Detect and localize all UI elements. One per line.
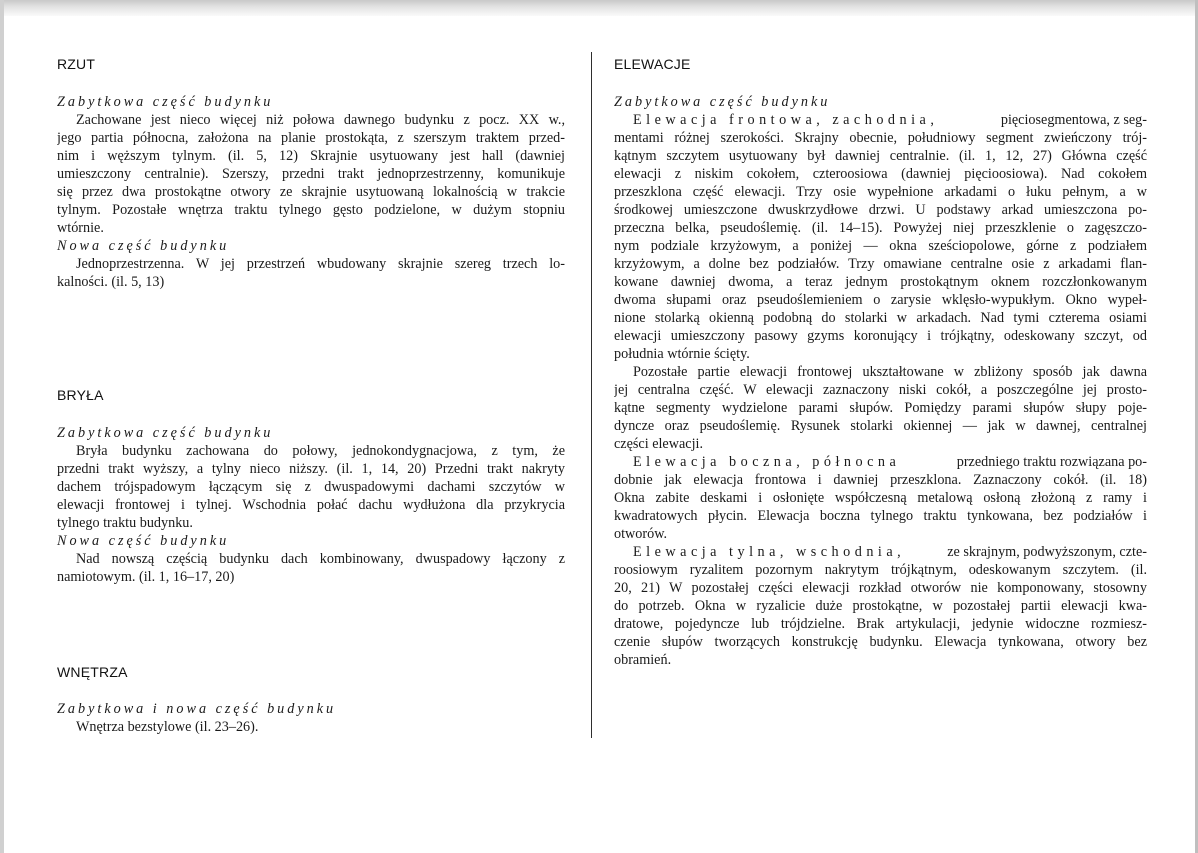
- paragraph: [57, 255, 565, 291]
- section-heading-wnetrza: WNĘTRZA: [57, 664, 128, 680]
- lead-phrase: Elewacja tylna, wschodnia,: [633, 544, 906, 560]
- text-line: Wnętrza bezstylowe (il. 23–26).: [76, 719, 259, 735]
- subheading-zabytkowa: Zabytkowa część budynku: [57, 94, 274, 110]
- lead-continuation: ze skrajnym, podwyższonym, czte-: [947, 544, 1147, 560]
- text-line: [614, 453, 1147, 471]
- paragraph: [614, 453, 1147, 543]
- text-line: dobnie jak elewacja frontowa i dawniej przeszklona. Zaznaczony cokół. (il. 18): [614, 472, 1147, 488]
- text-line: Nad nowszą częścią budynku dach kombinowany, dwuspadowy łączony z: [76, 551, 565, 567]
- paragraph: [614, 363, 1147, 453]
- text-line: elewacji z niskim cokołem, czteroosiowa (dawniej pięcioosiowa). Nad cokołem: [614, 166, 1147, 182]
- text-line: dyncze oraz pseudoślemię. Rysunek stolarki okiennej — jak w dawnej, centralnej: [614, 418, 1147, 434]
- text-line: do potrzeb. Okna w ryzalicie duże prostokątne, w pozostałej partii elewacji kwa-: [614, 598, 1147, 614]
- paragraph: [57, 550, 565, 586]
- text-line: jej centralna część. W elewacji zaznaczony niski cokół, a poszczególne jej prosto-: [614, 382, 1147, 398]
- section-heading-bryla: BRYŁA: [57, 387, 104, 403]
- text-line: kątne segmenty wydzielone parami słupów. Pomiędzy parami słupów słupy poje-: [614, 400, 1147, 416]
- text-line: południa wtórnie ścięty.: [614, 346, 750, 362]
- text-line: środkowej umieszczone dwuskrzydłowe drzwi. U podstawy arkad umieszczona po-: [614, 202, 1147, 218]
- lead-continuation: przedniego traktu rozwiązana po-: [956, 454, 1147, 470]
- text-line: namiotowym. (il. 1, 16–17, 20): [57, 569, 235, 585]
- text-line: mentami różnej szerokości. Skrajny obecnie, południowy segment zwieńczony trój-: [614, 130, 1147, 146]
- text-line: nym podziale krzyżowym, a poniżej — okna sześciopolowe, górne z podziałem: [614, 238, 1147, 254]
- lead-continuation: pięciosegmentowa, z seg-: [1000, 112, 1147, 128]
- text-line: przedni trakt wyższy, a tylny nieco niższy. (il. 1, 14, 20) Przedni trakt nakryty: [57, 461, 565, 477]
- text-line: otworów.: [614, 526, 668, 542]
- text-line: [614, 543, 1147, 561]
- text-line: dratowe, pojedyncze lub trójdzielne. Brak artykulacji, jedynie widoczne rozmiesz-: [614, 616, 1147, 632]
- paragraph: [57, 718, 565, 736]
- text-line: nim i węższym tylnym. (il. 5, 12) Skrajnie usytuowany jest hall (dawniej: [57, 148, 565, 164]
- text-line: dwoma słupami oraz pseudoślemieniem o zarysie wklęsło-wypukłym. Okno wypeł-: [614, 292, 1147, 308]
- paragraph: [57, 442, 565, 532]
- text-line: [614, 111, 1147, 129]
- text-line: kowane dawniej dwoma, a teraz jednym prostokątnym oknem rozczłonkowanym: [614, 274, 1147, 290]
- text-line: Okna zabite deskami i osłonięte współczesną metalową osłoną złożoną z ramy i: [614, 490, 1147, 506]
- paragraph: [614, 543, 1147, 669]
- text-line: elewacji umieszczony pasowy gzyms koronujący i trójkątny, odeskowany szczyt, od: [614, 328, 1147, 344]
- text-line: Jednoprzestrzenna. W jej przestrzeń wbudowany skrajnie szereg trzech lo-: [76, 256, 565, 272]
- section-heading-elewacje: ELEWACJE: [614, 56, 691, 72]
- text-line: kalności. (il. 5, 13): [57, 274, 165, 290]
- paragraph: [614, 111, 1147, 363]
- text-line: jego partia północna, założona na planie prostokąta, z szerszym traktem przed-: [57, 130, 565, 146]
- section-bryla-body: [57, 424, 565, 586]
- text-line: 20, 21) W pozostałej części elewacji rozkład otworów nie komponowany, stosowny: [614, 580, 1147, 596]
- subheading-nowa: Nowa część budynku: [57, 238, 230, 254]
- section-rzut-body: [57, 93, 565, 291]
- subheading-zabytkowa-i-nowa: Zabytkowa i nowa część budynku: [57, 701, 337, 717]
- text-line: czenie słupów tworzących konstrukcję budynku. Elewacja tynkowana, otwory bez: [614, 634, 1147, 650]
- paragraph: [57, 111, 565, 237]
- column-divider: [591, 52, 592, 738]
- lead-phrase: Elewacja frontowa, zachodnia,: [633, 112, 939, 128]
- text-line: Zachowane jest nieco więcej niż połowa dawnego budynku z pocz. XX w.,: [76, 112, 565, 128]
- subheading-zabytkowa: Zabytkowa część budynku: [614, 94, 831, 110]
- text-line: kwadratowych płycin. Elewacja boczna tylnego traktu tynkowana, bez podziałów i: [614, 508, 1147, 524]
- subheading-zabytkowa: Zabytkowa część budynku: [57, 425, 274, 441]
- text-line: umieszczony centralnie). Szerszy, przedni trakt jednoprzestrzenny, komunikuje: [57, 166, 565, 182]
- subheading-nowa: Nowa część budynku: [57, 533, 230, 549]
- text-line: dachem trójspadowym łączącym się z dwuspadowymi dachami szczytów w: [57, 479, 565, 495]
- text-line: krzyżowym, a dolne bez podziałów. Trzy omawiane centralne osie z arkadami flan-: [614, 256, 1147, 272]
- text-line: obramień.: [614, 652, 672, 668]
- text-line: wtórnie.: [57, 220, 104, 236]
- scan-left-edge: [0, 0, 4, 853]
- text-line: elewacji frontowej i tylnej. Wschodnia połać dachu wydłużona dla przykrycia: [57, 497, 565, 513]
- text-line: Pozostałe partie elewacji frontowej ukształtowane w zbliżony sposób jak dawna: [633, 364, 1147, 380]
- text-line: przeszklona część elewacji. Trzy osie wypełnione arkadami o łuku pełnym, a w: [614, 184, 1147, 200]
- section-wnetrza-body: [57, 700, 565, 736]
- text-line: tylnym. Pozostałe wnętrza traktu tylnego gęsto podzielone, w dużym stopniu: [57, 202, 565, 218]
- text-line: Bryła budynku zachowana do połowy, jednokondygnacjowa, z tym, że: [76, 443, 565, 459]
- text-line: nione stolarką okienną podobną do stolarki w arkadach. Nad tymi czterema osiami: [614, 310, 1147, 326]
- text-line: części elewacji.: [614, 436, 704, 452]
- section-elewacje-body: [614, 93, 1147, 669]
- text-line: tylnego traktu budynku.: [57, 515, 193, 531]
- section-heading-rzut: RZUT: [57, 56, 96, 72]
- scan-top-edge: [0, 0, 1198, 16]
- text-line: przeczna belka, pseudoślemię. (il. 14–15). Powyżej niej przeszklenie o zagęszczo-: [614, 220, 1147, 236]
- text-line: kątnym szczytem usytuowany był dawniej centralnie. (il. 1, 12, 27) Główna część: [614, 148, 1147, 164]
- text-line: się przez dwa prostokątne otwory ze skrajnie usytuowaną lokalnością w trakcie: [57, 184, 565, 200]
- text-line: roosiowym ryzalitem pozornym nakrytym trójkątnym, odeskowanym szczytem. (il.: [614, 562, 1147, 578]
- lead-phrase: Elewacja boczna, północna: [633, 454, 901, 470]
